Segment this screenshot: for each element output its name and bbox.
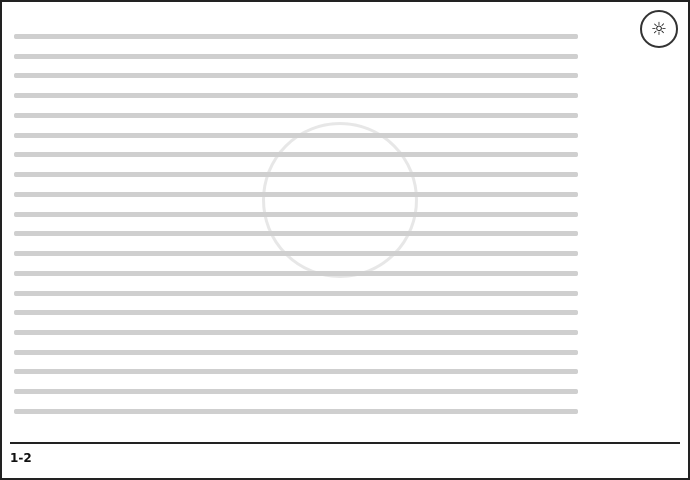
notice-body <box>14 34 578 414</box>
text-line <box>14 251 578 256</box>
text-line <box>14 271 578 276</box>
emblem-icon: ☼ <box>640 10 678 48</box>
text-line <box>14 409 578 414</box>
text-line <box>14 330 578 335</box>
text-line <box>14 152 578 157</box>
text-line <box>14 34 578 39</box>
text-line <box>14 212 578 217</box>
page-indicator: 1-2 <box>10 451 32 465</box>
text-line <box>14 291 578 296</box>
text-line <box>14 389 578 394</box>
text-line <box>14 93 578 98</box>
text-line <box>14 113 578 118</box>
text-line <box>14 172 578 177</box>
text-line <box>14 350 578 355</box>
text-line <box>14 369 578 374</box>
text-line <box>14 73 578 78</box>
text-line <box>14 133 578 138</box>
text-line <box>14 192 578 197</box>
notice-footer <box>10 442 680 472</box>
text-line <box>14 310 578 315</box>
text-line <box>14 54 578 59</box>
text-line <box>14 231 578 236</box>
